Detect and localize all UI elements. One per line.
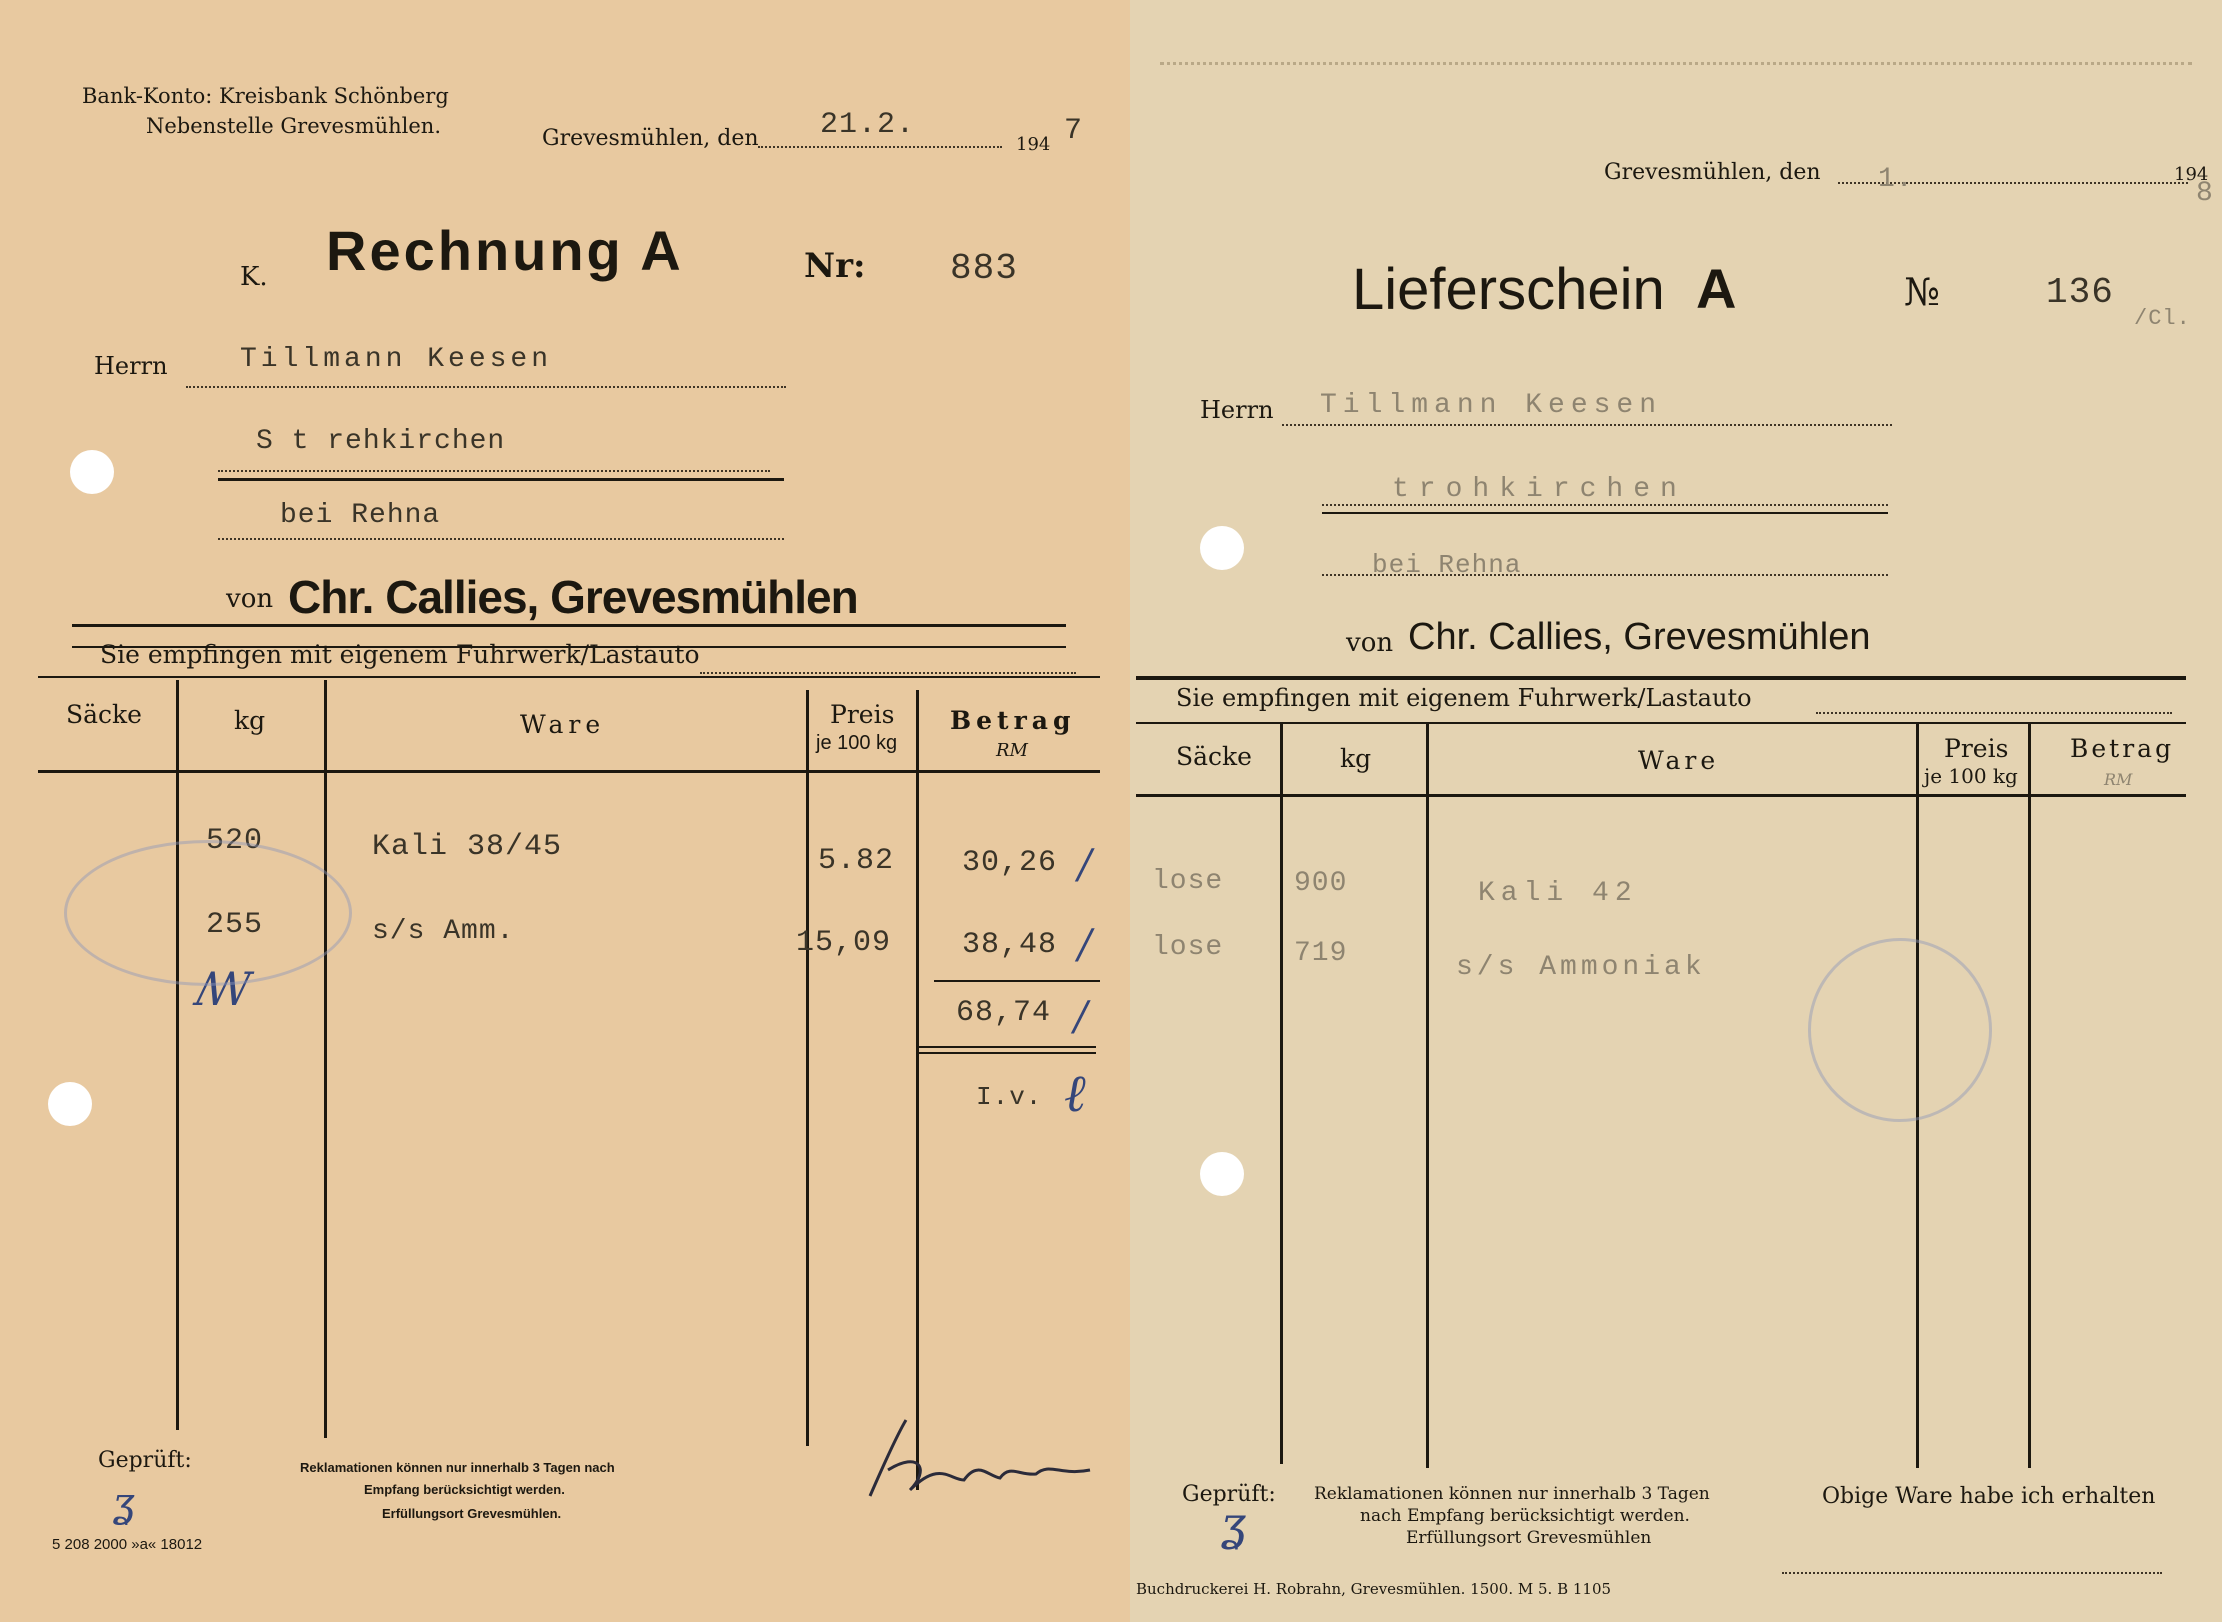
delivery-note-letter: A — [1696, 257, 1737, 320]
handwritten-signature — [860, 1410, 1100, 1510]
row-2-ware: s/s Ammoniak — [1456, 952, 1706, 983]
punch-hole-top — [70, 450, 114, 494]
sender-rule — [1136, 676, 2186, 680]
col-kg: kg — [234, 706, 266, 735]
recipient-line-1 — [1282, 424, 1892, 426]
nr-suffix: /Cl. — [2134, 306, 2191, 331]
row-2-kg: 255 — [206, 908, 264, 942]
geprueft-label: Geprüft: — [98, 1448, 192, 1473]
col-divider-3 — [806, 690, 809, 1446]
recipient-town: trohkirchen — [1392, 474, 1687, 505]
iv-signature-mark: ℓ — [1064, 1064, 1086, 1124]
reklamation-line-1: Reklamationen können nur innerhalb 3 Tagen — [1314, 1484, 1710, 1504]
herrn-label: Herrn — [1200, 396, 1274, 424]
col-preis-sub: je 100 kg — [816, 732, 898, 754]
recipient-near: bei Rehna — [280, 500, 441, 531]
date-value: 1. — [1878, 164, 1914, 195]
total-value: 68,74 — [956, 996, 1052, 1030]
col-preis: Preis — [830, 700, 895, 729]
col-saecke: Säcke — [1176, 742, 1252, 771]
received-line: Sie empfingen mit eigenem Fuhrwerk/Lastauto — [1176, 684, 1752, 712]
recipient-underline — [218, 478, 784, 481]
row-1-check-mark: / — [1078, 842, 1092, 888]
print-code: 5 208 2000 »a« 18012 — [52, 1536, 203, 1553]
recipient-line-2 — [218, 470, 770, 472]
sender-name: Chr. Callies, Grevesmühlen — [1408, 616, 1871, 658]
perforation-edge — [1160, 62, 2192, 65]
nr-value: 883 — [950, 248, 1018, 289]
von-label: von — [226, 584, 274, 614]
received-confirm: Obige Ware habe ich erhalten — [1822, 1484, 2156, 1509]
col-ware: Ware — [1638, 746, 1720, 775]
punch-hole-bottom — [48, 1082, 92, 1126]
col-ware: Ware — [520, 710, 606, 739]
row-1-saecke: lose — [1152, 866, 1224, 897]
col-preis-sub: je 100 kg — [1924, 764, 2018, 788]
col-divider-1 — [176, 680, 179, 1430]
faded-company-stamp — [64, 840, 352, 986]
signature-line — [1782, 1572, 2162, 1574]
iv-label: I.v. — [976, 1082, 1043, 1112]
col-betrag-sub: RM — [996, 740, 1028, 761]
recipient-underline — [1322, 512, 1888, 514]
doc-prefix: K. — [240, 262, 268, 292]
faded-company-stamp — [1774, 904, 2025, 1155]
reklamation-line-3: Erfüllungsort Grevesmühlen — [1406, 1528, 1652, 1548]
delivery-note-title: Lieferschein — [1352, 257, 1665, 322]
row-2-preis: 15,09 — [796, 926, 892, 960]
reklamation-line-3: Erfüllungsort Grevesmühlen. — [382, 1506, 562, 1521]
year-printed: 194 — [2174, 164, 2209, 185]
row-1-kg: 520 — [206, 824, 264, 858]
col-kg: kg — [1340, 744, 1372, 773]
row-1-betrag: 30,26 — [962, 846, 1058, 880]
col-divider-2 — [1426, 724, 1429, 1468]
recipient-name: Tillmann Keesen — [1320, 390, 1663, 421]
year-written: 8 — [2196, 178, 2214, 209]
date-line — [758, 146, 1002, 148]
subtotal-rule — [934, 980, 1100, 982]
year-written: 7 — [1064, 114, 1084, 148]
year-printed: 194 — [1016, 134, 1051, 155]
place-label: Grevesmühlen, den — [542, 126, 759, 151]
col-divider-2 — [324, 680, 327, 1438]
row-2-kg: 719 — [1294, 938, 1348, 969]
col-preis: Preis — [1944, 734, 2009, 763]
row-1-ware: Kali 38/45 — [372, 830, 563, 864]
geprueft-initial: ʓ — [112, 1480, 135, 1526]
sender-rule-top — [72, 624, 1066, 627]
margin-ink-mark: ꟿ — [196, 962, 252, 1016]
reklamation-line-2: Empfang berücksichtigt werden. — [364, 1482, 565, 1497]
herrn-label: Herrn — [94, 352, 168, 380]
sender-name: Chr. Callies, Grevesmühlen — [288, 571, 858, 623]
row-1-ware: Kali 42 — [1478, 878, 1638, 909]
recipient-line-3 — [218, 538, 784, 540]
von-label: von — [1346, 628, 1394, 658]
table-header-rule — [38, 770, 1100, 773]
col-saecke: Säcke — [66, 700, 142, 729]
col-divider-4 — [916, 690, 919, 1490]
reklamation-line-1: Reklamationen können nur innerhalb 3 Tagen nach — [300, 1460, 615, 1475]
nr-value: 136 — [2046, 272, 2114, 313]
total-rule-2 — [918, 1052, 1096, 1054]
nr-label: Nr: — [804, 246, 866, 286]
received-dots — [1816, 712, 2172, 714]
recipient-near: bei Rehna — [1372, 550, 1522, 580]
invoice-title: Rechnung A — [326, 219, 684, 282]
col-betrag: Betrag — [950, 706, 1076, 735]
printer-imprint: Buchdruckerei H. Robrahn, Grevesmühlen. 1500. M 5. B 1105 — [1136, 1580, 1612, 1598]
total-check-mark: / — [1074, 994, 1088, 1040]
recipient-town: S t rehkirchen — [256, 426, 506, 457]
col-betrag-sub: RM — [2104, 770, 2133, 789]
recipient-line-1 — [186, 386, 786, 388]
date-value: 21.2. — [820, 108, 916, 142]
row-2-betrag: 38,48 — [962, 928, 1058, 962]
recipient-name: Tillmann Keesen — [240, 344, 553, 375]
nr-label: № — [1904, 270, 1940, 314]
reklamation-line-2: nach Empfang berücksichtigt werden. — [1360, 1506, 1690, 1526]
table-top-rule — [38, 676, 1100, 678]
geprueft-label: Geprüft: — [1182, 1482, 1276, 1507]
punch-hole-top — [1200, 526, 1244, 570]
bank-account-line: Bank-Konto: Kreisbank Schönberg — [82, 84, 449, 108]
col-divider-4 — [2028, 724, 2031, 1468]
received-dots — [700, 672, 1076, 674]
geprueft-initial: ʓ — [1220, 1496, 1246, 1550]
col-divider-1 — [1280, 724, 1283, 1464]
punch-hole-bottom — [1200, 1152, 1244, 1196]
row-2-ware: s/s Amm. — [372, 916, 515, 947]
row-1-preis: 5.82 — [818, 844, 895, 878]
total-rule-1 — [918, 1046, 1096, 1048]
bank-branch-line: Nebenstelle Grevesmühlen. — [146, 114, 441, 138]
received-line: Sie empfingen mit eigenem Fuhrwerk/Lastauto — [100, 640, 700, 669]
delivery-note-sheet — [1130, 0, 2222, 1622]
row-2-check-mark: / — [1078, 922, 1092, 968]
row-1-kg: 900 — [1294, 868, 1348, 899]
place-label: Grevesmühlen, den — [1604, 160, 1821, 185]
col-betrag: Betrag — [2070, 734, 2175, 763]
row-2-saecke: lose — [1152, 932, 1224, 963]
